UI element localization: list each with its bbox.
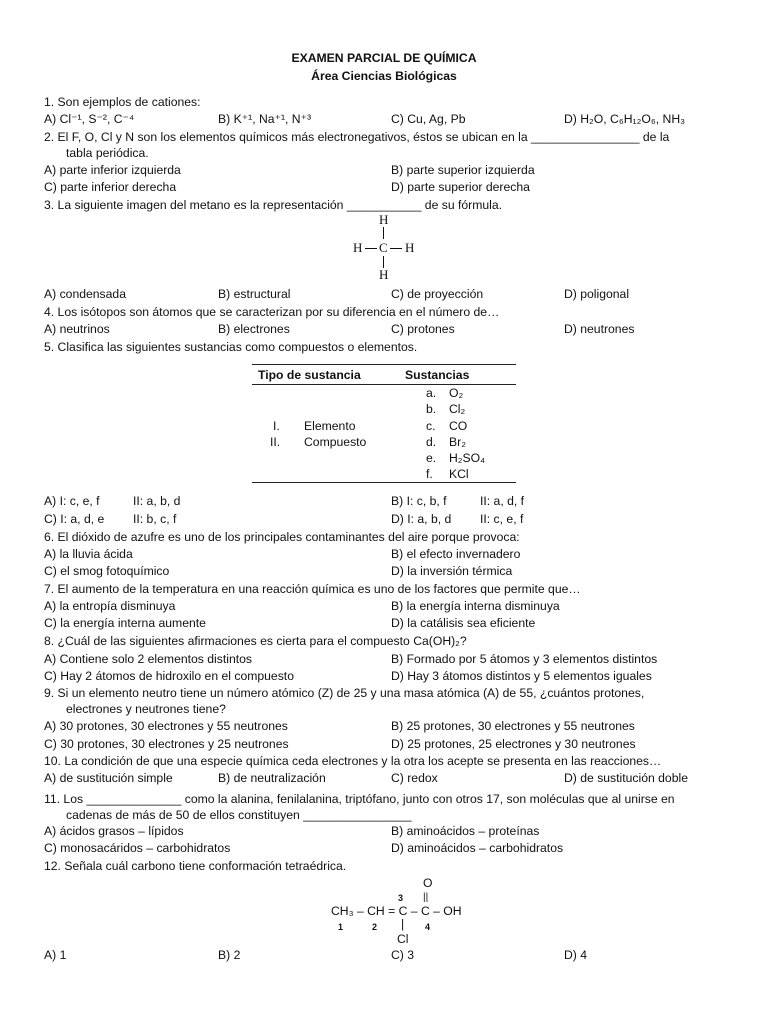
q2-option-a[interactable]: A) parte inferior izquierda: [44, 163, 181, 177]
question-9-stem-cont: electrones y neutrones tiene?: [66, 702, 226, 716]
q12-option-b[interactable]: B) 2: [218, 948, 241, 962]
table-header-rule: [252, 384, 516, 385]
carbon-label-3: 3: [398, 893, 404, 903]
substance-a: O₂: [449, 386, 464, 400]
question-2-stem-cont: tabla periódica.: [66, 146, 149, 160]
question-12-stem: 12. Señala cuál carbono tiene conformación tetraédrica.: [44, 859, 347, 873]
q7-option-a[interactable]: A) la entropía disminuya: [44, 599, 176, 613]
q12-option-c[interactable]: C) 3: [391, 948, 415, 962]
table-header-type: Tipo de sustancia: [258, 368, 361, 382]
q10-option-a[interactable]: A) de sustitución simple: [44, 771, 173, 785]
type-name-2: Compuesto: [304, 435, 367, 449]
question-3-stem: 3. La siguiente imagen del metano es la representación ___________ de su fórmula.: [44, 198, 503, 212]
substance-e: H₂SO₄: [449, 451, 486, 465]
question-9-stem: 9. Si un elemento neutro tiene un número atómico (Z) de 25 y una masa atómica (A) de 55, ¿cuántos protones,: [44, 686, 645, 700]
question-10-stem: 10. La condición de que una especie química ceda electrones y la otra los acepte se presenta en las reacciones…: [44, 754, 662, 768]
q10-option-d[interactable]: D) de sustitución doble: [564, 771, 688, 785]
q4-option-a[interactable]: A) neutrinos: [44, 322, 110, 336]
bond-top: [383, 227, 384, 239]
exam-subtitle: Área Ciencias Biológicas: [311, 69, 457, 83]
q2-option-c[interactable]: C) parte inferior derecha: [44, 180, 177, 194]
q5-option-d[interactable]: D) I: a, b, d: [391, 512, 452, 526]
q6-option-a[interactable]: A) la lluvia ácida: [44, 547, 133, 561]
q4-option-d[interactable]: D) neutrones: [564, 322, 635, 336]
q5-option-d-part2: II: c, e, f: [480, 512, 524, 526]
q9-option-a[interactable]: A) 30 protones, 30 electrones y 55 neutrones: [44, 719, 288, 733]
question-11-stem-cont: cadenas de más de 50 de ellos constituyen ________________: [66, 808, 412, 822]
q1-option-d[interactable]: D) H₂O, C₆H₁₂O₆, NH₃: [564, 112, 686, 126]
formula-double-bond: ||: [423, 892, 429, 903]
substance-letter-f: f.: [426, 467, 433, 481]
question-6-stem: 6. El dióxido de azufre es uno de los principales contaminantes del aire porque provoca:: [44, 530, 520, 544]
q1-option-b[interactable]: B) K⁺¹, Na⁺¹, N⁺³: [218, 112, 312, 126]
q5-option-c-part2: II: b, c, f: [133, 512, 177, 526]
methane-h-top: H: [379, 212, 389, 227]
question-4-stem: 4. Los isótopos son átomos que se caracterizan por su diferencia en el número de…: [44, 305, 500, 319]
q7-option-d[interactable]: D) la catálisis sea eficiente: [391, 616, 536, 630]
question-8-stem: 8. ¿Cuál de las siguientes afirmaciones es cierta para el compuesto Ca(OH)₂?: [44, 634, 467, 648]
q1-option-a[interactable]: A) Cl⁻¹, S⁻², C⁻⁴: [44, 112, 135, 126]
q5-option-b-part2: II: a, d, f: [480, 494, 525, 508]
q4-option-c[interactable]: C) protones: [391, 322, 455, 336]
table-bottom-rule: [252, 482, 516, 483]
q7-option-c[interactable]: C) la energía interna aumente: [44, 616, 206, 630]
q11-option-c[interactable]: C) monosacáridos – carbohidratos: [44, 841, 231, 855]
q3-option-d[interactable]: D) poligonal: [564, 287, 630, 301]
formula-chlorine: Cl: [397, 932, 409, 946]
bond-right: [390, 248, 402, 249]
substance-letter-a: a.: [426, 386, 437, 400]
q1-option-c[interactable]: C) Cu, Ag, Pb: [391, 112, 466, 126]
q5-option-a-part2: II: a, b, d: [133, 494, 181, 508]
methane-h-bottom: H: [379, 267, 389, 282]
q5-option-a[interactable]: A) I: c, e, f: [44, 494, 100, 508]
q9-option-c[interactable]: C) 30 protones, 30 electrones y 25 neutrones: [44, 737, 289, 751]
bond-left: [365, 248, 377, 249]
q6-option-c[interactable]: C) el smog fotoquímico: [44, 564, 170, 578]
q12-option-a[interactable]: A) 1: [44, 948, 67, 962]
formula-chain: CH₃ – CH = C – C – OH: [331, 904, 462, 918]
carbon-label-1: 1: [338, 922, 344, 932]
q4-option-b[interactable]: B) electrones: [218, 322, 290, 336]
exam-title: EXAMEN PARCIAL DE QUÍMICA: [291, 51, 477, 65]
methane-structural-formula: [350, 212, 420, 282]
substance-f: KCl: [449, 467, 469, 481]
q8-option-a[interactable]: A) Contiene solo 2 elementos distintos: [44, 652, 252, 666]
question-5-stem: 5. Clasifica las siguientes sustancias como compuestos o elementos.: [44, 340, 418, 354]
substance-letter-c: c.: [426, 419, 436, 433]
question-7-stem: 7. El aumento de la temperatura en una reacción química es uno de los factores que permite que…: [44, 582, 581, 596]
substance-letter-d: d.: [426, 435, 437, 449]
q2-option-b[interactable]: B) parte superior izquierda: [391, 163, 535, 177]
q5-option-c[interactable]: C) I: a, d, e: [44, 512, 105, 526]
q2-option-d[interactable]: D) parte superior derecha: [391, 180, 530, 194]
q8-option-d[interactable]: D) Hay 3 átomos distintos y 5 elementos iguales: [391, 669, 652, 683]
q5-option-b[interactable]: B) I: c, b, f: [391, 494, 447, 508]
q9-option-b[interactable]: B) 25 protones, 30 electrones y 55 neutrones: [391, 719, 635, 733]
type-name-1: Elemento: [304, 419, 356, 433]
question-2-stem: 2. El F, O, Cl y N son los elementos químicos más electronegativos, éstos se ubican en la ________________ de la: [44, 130, 670, 144]
q10-option-b[interactable]: B) de neutralización: [218, 771, 326, 785]
question-11-stem: 11. Los ______________ como la alanina, fenilalanina, triptófano, junto con otros 17, son moléculas que al unirse en: [44, 792, 675, 806]
q11-option-b[interactable]: B) aminoácidos – proteínas: [391, 824, 540, 838]
carbon-label-4: 4: [425, 922, 431, 932]
methane-c: C: [379, 240, 388, 255]
question-1-stem: 1. Son ejemplos de cationes:: [44, 95, 201, 109]
formula-oxygen: O: [423, 876, 433, 890]
q11-option-a[interactable]: A) ácidos grasos – lípidos: [44, 824, 184, 838]
methane-h-left: H: [353, 240, 363, 255]
q9-option-d[interactable]: D) 25 protones, 25 electrones y 30 neutrones: [391, 737, 636, 751]
q3-option-b[interactable]: B) estructural: [218, 287, 291, 301]
substance-c: CO: [449, 419, 468, 433]
q7-option-b[interactable]: B) la energía interna disminuya: [391, 599, 560, 613]
substance-letter-e: e.: [426, 451, 437, 465]
substance-b: Cl₂: [449, 402, 466, 416]
substance-d: Br₂: [449, 435, 466, 449]
table-top-rule: [252, 364, 516, 365]
table-header-substances: Sustancias: [405, 368, 470, 382]
q10-option-c[interactable]: C) redox: [391, 771, 438, 785]
q6-option-b[interactable]: B) el efecto invernadero: [391, 547, 521, 561]
formula-bond-down: |: [401, 917, 405, 931]
carbon-label-2: 2: [372, 922, 378, 932]
q6-option-d[interactable]: D) la inversión térmica: [391, 564, 513, 578]
methane-h-right: H: [405, 240, 415, 255]
q8-option-c[interactable]: C) Hay 2 átomos de hidroxilo en el compuesto: [44, 669, 294, 683]
q8-option-b[interactable]: B) Formado por 5 átomos y 3 elementos distintos: [391, 652, 658, 666]
q11-option-d[interactable]: D) aminoácidos – carbohidratos: [391, 841, 564, 855]
type-num-1: I.: [273, 419, 280, 433]
q3-option-a[interactable]: A) condensada: [44, 287, 126, 301]
substance-letter-b: b.: [426, 402, 437, 416]
q12-option-d[interactable]: D) 4: [564, 948, 588, 962]
type-num-2: II.: [270, 435, 281, 449]
q3-option-c[interactable]: C) de proyección: [391, 287, 484, 301]
